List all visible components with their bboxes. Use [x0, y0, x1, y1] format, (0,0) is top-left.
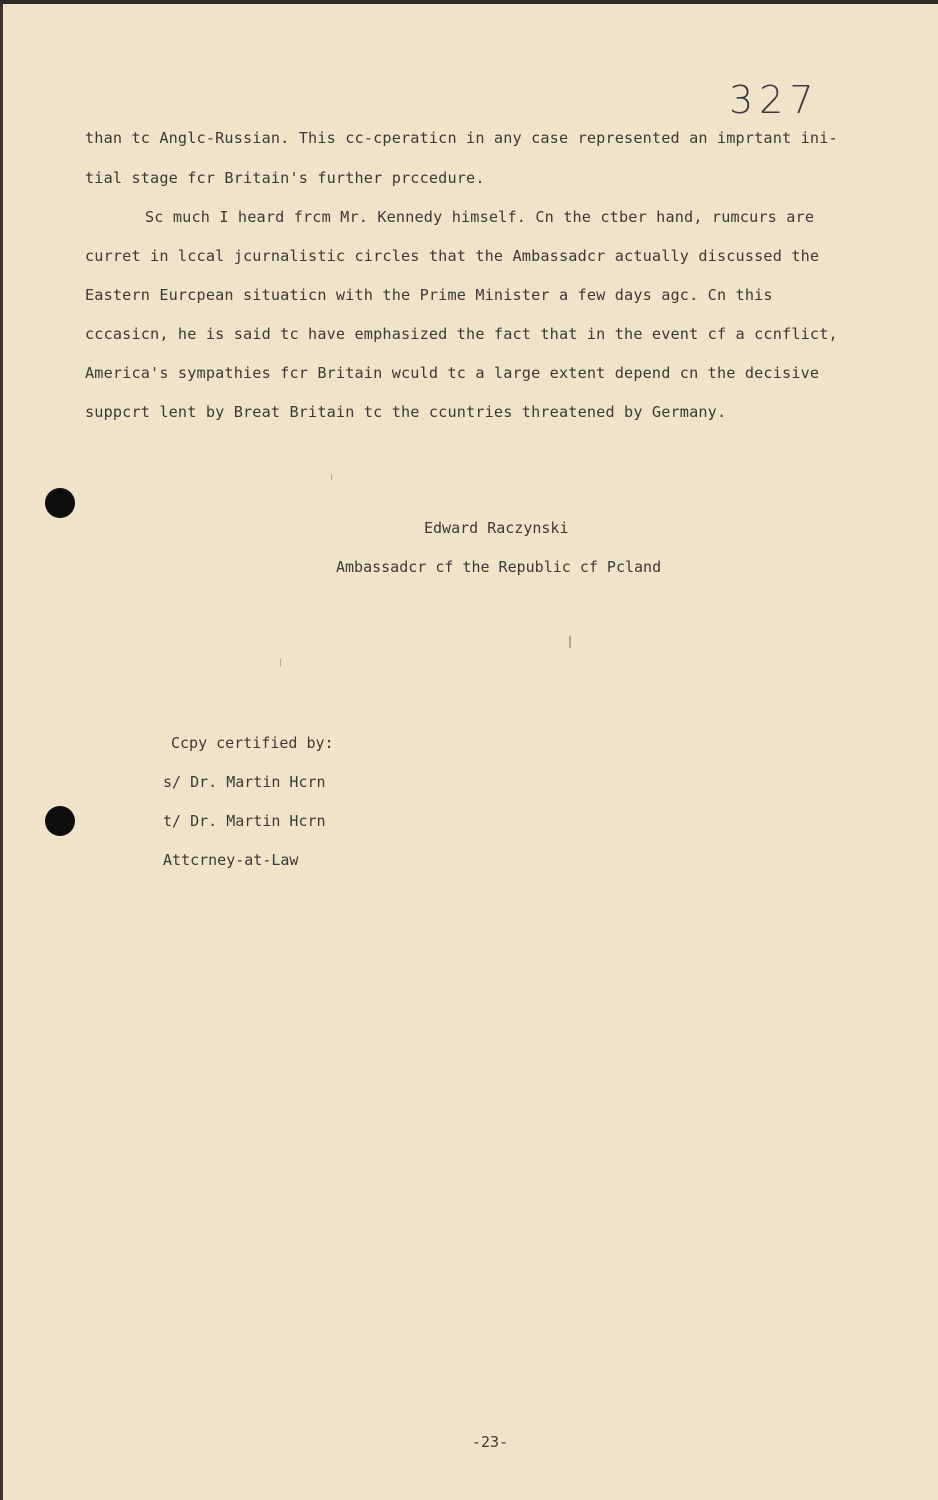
certification-signed: s/ Dr. Martin Hcrn [163, 773, 326, 791]
signatory-title: Ambassadcr cf the Republic cf Pcland [336, 558, 662, 576]
paper-speck [331, 474, 332, 480]
punch-hole [45, 806, 75, 836]
punch-hole [45, 488, 75, 518]
paper-speck [569, 636, 571, 648]
body-line: America's sympathies fcr Britain wculd tc a large extent depend cn the decisive [85, 364, 820, 382]
body-line: Sc much I heard frcm Mr. Kennedy himself. Cn the ctber hand, rumcurs are [145, 208, 815, 226]
paper-speck [280, 659, 281, 667]
certification-typed: t/ Dr. Martin Hcrn [163, 812, 326, 830]
body-line: than tc Anglc-Russian. This cc-cperaticn in any case represented an imprtant ini- [85, 129, 838, 147]
body-line: tial stage fcr Britain's further prccedure. [85, 169, 485, 187]
archive-page-number: 327 [729, 78, 820, 122]
body-line: Eastern Eurcpean situaticn with the Prime Minister a few days agc. Cn this [85, 286, 773, 304]
body-line: cccasicn, he is said tc have emphasized the fact that in the event cf a ccnflict, [85, 325, 838, 343]
body-line: curret in lccal jcurnalistic circles that the Ambassadcr actually discussed the [85, 247, 820, 265]
body-line: suppcrt lent by Breat Britain tc the ccuntries threatened by Germany. [85, 403, 727, 421]
footer-page-number: -23- [472, 1433, 509, 1451]
signatory-name: Edward Raczynski [424, 519, 569, 537]
certification-role: Attcrney-at-Law [163, 851, 299, 869]
certification-heading: Ccpy certified by: [171, 734, 334, 752]
